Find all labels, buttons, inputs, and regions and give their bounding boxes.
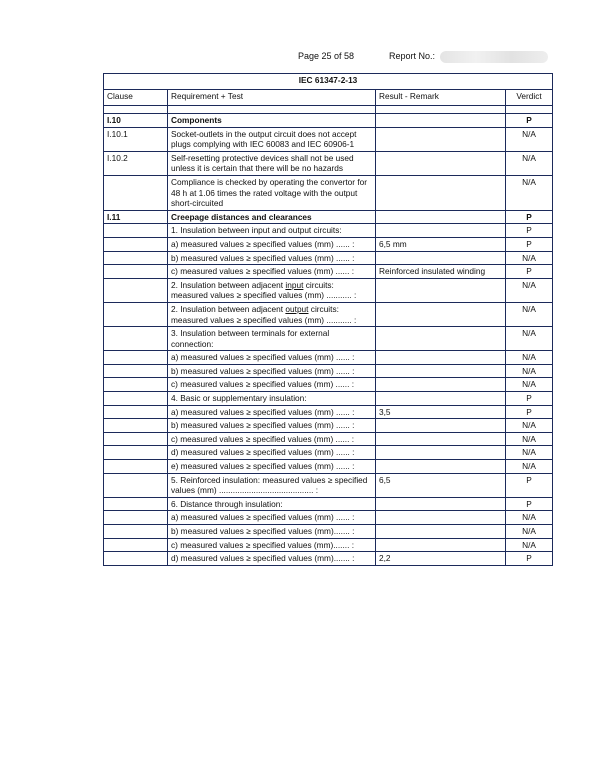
table-row — [104, 265, 553, 279]
result-cell — [376, 210, 506, 224]
result-cell — [376, 392, 506, 406]
verdict-cell: N/A — [506, 251, 553, 265]
clause-cell — [104, 224, 168, 238]
column-header-row — [104, 90, 553, 106]
clause-cell — [104, 364, 168, 378]
verdict-cell: N/A — [506, 460, 553, 474]
verdict-cell: N/A — [506, 538, 553, 552]
column-header-result: Result - Remark — [376, 90, 506, 106]
requirement-cell: b) measured values ≥ specified values (mm) ...... : — [168, 251, 376, 265]
requirement-cell: Socket-outlets in the output circuit does not accept plugs complying with IEC 60083 and IEC 60906-1 — [168, 127, 376, 151]
verdict-cell: P — [506, 237, 553, 251]
verdict-cell: N/A — [506, 127, 553, 151]
verdict-cell: N/A — [506, 278, 553, 302]
requirement-cell: c) measured values ≥ specified values (mm) ...... : — [168, 265, 376, 279]
table-row — [104, 432, 553, 446]
requirement-cell: 3. Insulation between terminals for external connection: — [168, 327, 376, 351]
verdict-cell: N/A — [506, 351, 553, 365]
result-cell — [376, 446, 506, 460]
clause-cell — [104, 460, 168, 474]
requirement-cell: b) measured values ≥ specified values (mm) ...... : — [168, 364, 376, 378]
clause-cell — [104, 525, 168, 539]
clause-cell — [104, 378, 168, 392]
table-row — [104, 151, 553, 175]
verdict-cell: P — [506, 224, 553, 238]
test-report-table — [103, 73, 553, 566]
clause-cell — [104, 278, 168, 302]
result-cell — [376, 511, 506, 525]
result-cell — [376, 432, 506, 446]
result-cell — [376, 419, 506, 433]
requirement-cell: 1. Insulation between input and output circuits: — [168, 224, 376, 238]
result-cell — [376, 351, 506, 365]
result-cell — [376, 302, 506, 326]
clause-cell — [104, 175, 168, 210]
result-cell — [376, 378, 506, 392]
standard-row — [104, 74, 553, 90]
table-row — [104, 460, 553, 474]
verdict-cell: N/A — [506, 432, 553, 446]
verdict-cell: N/A — [506, 419, 553, 433]
verdict-cell: P — [506, 473, 553, 497]
clause-cell — [104, 446, 168, 460]
result-cell: 6,5 mm — [376, 237, 506, 251]
verdict-cell: N/A — [506, 511, 553, 525]
requirement-cell: d) measured values ≥ specified values (mm) ...... : — [168, 446, 376, 460]
spacer-cell — [506, 106, 553, 114]
result-cell — [376, 251, 506, 265]
spacer-cell — [376, 106, 506, 114]
requirement-cell: Creepage distances and clearances — [168, 210, 376, 224]
table-row — [104, 251, 553, 265]
requirement-cell: b) measured values ≥ specified values (mm)....... : — [168, 525, 376, 539]
requirement-cell: d) measured values ≥ specified values (mm)....... : — [168, 552, 376, 566]
table-row — [104, 378, 553, 392]
table-row — [104, 552, 553, 566]
clause-cell: I.11 — [104, 210, 168, 224]
result-cell — [376, 114, 506, 128]
verdict-cell: N/A — [506, 525, 553, 539]
result-cell: Reinforced insulated winding — [376, 265, 506, 279]
requirement-cell: 4. Basic or supplementary insulation: — [168, 392, 376, 406]
table-row — [104, 127, 553, 151]
verdict-cell: N/A — [506, 327, 553, 351]
table-row — [104, 497, 553, 511]
clause-cell: I.10.1 — [104, 127, 168, 151]
clause-cell: I.10.2 — [104, 151, 168, 175]
result-cell — [376, 278, 506, 302]
column-header-verdict: Verdict — [506, 90, 553, 106]
requirement-cell: Compliance is checked by operating the convertor for 48 h at 1.06 times the rated voltage with the output short-circuited — [168, 175, 376, 210]
column-header-requirement: Requirement + Test — [168, 90, 376, 106]
verdict-cell: N/A — [506, 378, 553, 392]
requirement-cell: 2. Insulation between adjacent input circuits: measured values ≥ specified values (mm) ........... : — [168, 278, 376, 302]
verdict-cell: N/A — [506, 364, 553, 378]
table-row — [104, 175, 553, 210]
clause-cell — [104, 302, 168, 326]
underlined-word: input — [285, 279, 304, 290]
underlined-word: output — [285, 303, 309, 314]
verdict-cell: P — [506, 114, 553, 128]
verdict-cell: P — [506, 392, 553, 406]
table-row — [104, 473, 553, 497]
result-cell — [376, 364, 506, 378]
requirement-cell: b) measured values ≥ specified values (mm) ...... : — [168, 419, 376, 433]
table-row — [104, 419, 553, 433]
clause-cell — [104, 419, 168, 433]
table-row — [104, 511, 553, 525]
clause-cell — [104, 251, 168, 265]
table-row — [104, 327, 553, 351]
clause-cell — [104, 511, 168, 525]
report-number-redacted — [440, 51, 548, 63]
requirement-cell: a) measured values ≥ specified values (mm) ...... : — [168, 511, 376, 525]
result-cell: 6,5 — [376, 473, 506, 497]
clause-cell — [104, 432, 168, 446]
verdict-cell: P — [506, 210, 553, 224]
result-cell — [376, 224, 506, 238]
clause-cell — [104, 473, 168, 497]
table-row — [104, 446, 553, 460]
requirement-cell: c) measured values ≥ specified values (mm) ...... : — [168, 432, 376, 446]
clause-cell — [104, 392, 168, 406]
table-row — [104, 237, 553, 251]
clause-cell — [104, 552, 168, 566]
result-cell — [376, 175, 506, 210]
table-row — [104, 114, 553, 128]
requirement-cell: a) measured values ≥ specified values (mm) ...... : — [168, 351, 376, 365]
requirement-cell: c) measured values ≥ specified values (mm) ...... : — [168, 378, 376, 392]
result-cell: 2,2 — [376, 552, 506, 566]
table-row — [104, 405, 553, 419]
result-cell — [376, 538, 506, 552]
result-cell — [376, 460, 506, 474]
spacer-cell — [168, 106, 376, 114]
requirement-cell: Self-resetting protective devices shall not be used unless it is certain that there will be no hazards — [168, 151, 376, 175]
clause-cell: I.10 — [104, 114, 168, 128]
table-row — [104, 224, 553, 238]
requirement-cell: 2. Insulation between adjacent output circuits: measured values ≥ specified values (mm) ........... : — [168, 302, 376, 326]
clause-cell — [104, 237, 168, 251]
table-row — [104, 538, 553, 552]
spacer-row — [104, 106, 553, 114]
requirement-cell: Components — [168, 114, 376, 128]
result-cell — [376, 327, 506, 351]
clause-cell — [104, 265, 168, 279]
table-row — [104, 351, 553, 365]
table-row — [104, 525, 553, 539]
table-row — [104, 392, 553, 406]
spacer-cell — [104, 106, 168, 114]
requirement-cell: 6. Distance through insulation: — [168, 497, 376, 511]
verdict-cell: N/A — [506, 302, 553, 326]
result-cell: 3,5 — [376, 405, 506, 419]
column-header-clause: Clause — [104, 90, 168, 106]
requirement-cell: 5. Reinforced insulation: measured values ≥ specified values (mm) ......................................... : — [168, 473, 376, 497]
result-cell — [376, 497, 506, 511]
verdict-cell: N/A — [506, 151, 553, 175]
result-cell — [376, 525, 506, 539]
clause-cell — [104, 327, 168, 351]
table-row — [104, 278, 553, 302]
report-number-label: Report No.: — [389, 51, 436, 61]
table-row — [104, 210, 553, 224]
table-row — [104, 364, 553, 378]
requirement-cell: e) measured values ≥ specified values (mm) ...... : — [168, 460, 376, 474]
verdict-cell: N/A — [506, 446, 553, 460]
verdict-cell: N/A — [506, 175, 553, 210]
verdict-cell: P — [506, 497, 553, 511]
standard-title: IEC 61347-2-13 — [104, 74, 553, 90]
requirement-cell: a) measured values ≥ specified values (mm) ...... : — [168, 237, 376, 251]
verdict-cell: P — [506, 265, 553, 279]
clause-cell — [104, 538, 168, 552]
table-row — [104, 302, 553, 326]
verdict-cell: P — [506, 405, 553, 419]
result-cell — [376, 151, 506, 175]
page-number: Page 25 of 58 — [298, 51, 355, 61]
clause-cell — [104, 405, 168, 419]
page-header — [0, 51, 600, 65]
requirement-cell: c) measured values ≥ specified values (mm)....... : — [168, 538, 376, 552]
result-cell — [376, 127, 506, 151]
verdict-cell: P — [506, 552, 553, 566]
requirement-cell: a) measured values ≥ specified values (mm) ...... : — [168, 405, 376, 419]
clause-cell — [104, 497, 168, 511]
clause-cell — [104, 351, 168, 365]
